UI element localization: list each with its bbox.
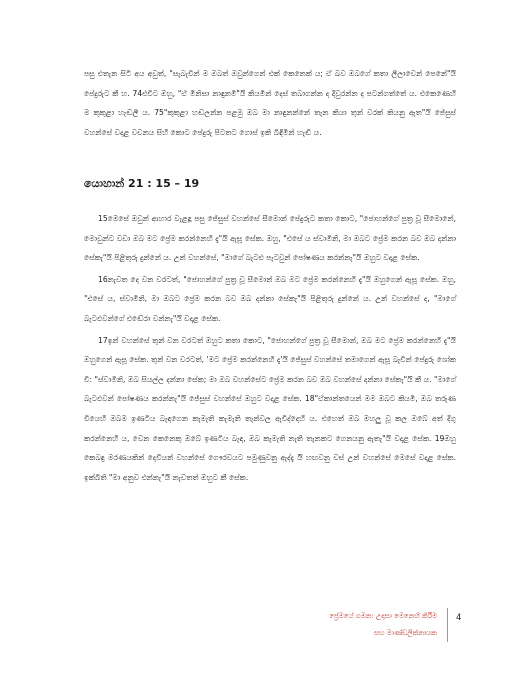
page-footer <box>329 608 448 642</box>
page-number: 4 <box>456 613 462 623</box>
paragraph-15: 15මෙසේ ඔවුන් ආහාර වැළඳූ පසු ජේසුස් වහන්සේ සීමොන් පේදුරුට කතා කොට, "ජොහන්ගේ පුත්‍ර වූ සීමොනේ, මොවුන්ට වඩා ඔබ මට ප්‍රේම කරන්නෙහි දැ"යි ඇසූ සේක. ඔහු, "එසේ ය ස්වාමිනි, මා ඔබට ප්‍රේම කරන බව ඔබ දන්නා සේකැ"යි පිළිතුරු දුන්නේ ය. උන් වහන්සේ, "මාගේ බැටළු පැටවුන් පෝෂණය කරන්නැ"යි ඔහුට වදාළ සේක. <box>84 214 456 263</box>
footer-title-line1: ප්‍රේමයේ ගමන: උදාසා මෙනෙහි කිරීම <box>329 612 437 620</box>
section-heading: යොහාන් 21 : 15 – 19 <box>84 177 200 190</box>
body-text <box>84 209 456 489</box>
intro-paragraph: පසු එතැන සිටි අය අවුත්, "සැබැවින් ම ඔබත් ඔවුන්ගෙන් එක් කෙනෙක් ය; ඒ බව ඔබගේ කතා ලීලාවෙන් පෙනේ"යි පේදුරුට කී හ. 74එවිට ඔහු, "ඒ මිනිසා නාඳුනමි"යි කියමින් දෙස් තබාගන්න ද දිවුරන්න ද පටන්ගත්තේ ය. එකෙණෙහි ම කුකුළා හැඬලී ය. 75"කුකුළා හඬලන්න පළමු ඔබ මා නාඳුනන්නේ තැන කියා තුන් වරක් කියනු ඇත"යි ජේසුස් වහන්සේ වදාළ වචනය සිහි කොට පේදුරු පිටතට ගොස් ඉකි බිඳිමින් හැඬී ය. <box>84 69 456 137</box>
paragraph-16: 16නැවත දෙ වන වරටත්, "ජොහන්ගේ පුත්‍ර වූ සීමොන් ඔබ මට ප්‍රේම කරන්නෙහි දැ"යි ඔහුගෙන් ඇසූ සේක. ඔහු, "එසේ ය, ස්වාමිනි, මා ඔබට ප්‍රේම කරන බව ඔබ දන්නා සේකැ"යි පිළිතුරු දුන්නේ ය. උන් වහන්සේ ද, "මාගේ බැටළුවන්ගේ එඬේරා වන්නැ"යි වදාළ සේක. <box>84 274 456 323</box>
footer-title-line2: සහ මාණ්ඩලික්නායක <box>374 629 437 637</box>
paragraph-17: 17ඉන් වහන්සේ තුන් වන වරටත් ඔහුට කතා කොට, "ජොහන්ගේ පුත්‍ර වූ සීමොන්, ඔබ මට ප්‍රේම කරන්නෙහි දැ"යි ඔහුගෙන් ඇසූ සේක. තුන් වන වරටත්, 'මට ප්‍රේම කරන්නෙහි දැ'යි ජේසුස් වහන්සේ තමාගෙන් ඇසූ බැවින් පේදුරු ශෝක වී: "ස්වාමිනි, ඔබ සියල්ල දන්නා සේක; මා ඔබ වහන්සේට ප්‍රේම කරන බව ඔබ වහන්සේ දන්නා සේකැ"යි කී ය. "මාගේ බැටළුවන් පෝෂණය කරන්නැ"යි ජේසුස් වහන්සේ ඔහුට වදාළ සේක. 18"ඒකාන්තයෙන් මම ඔබට කියමි, ඔබ තරුණ වියෙහි ඔබම ඉණටිය බැඳගෙන කැමැති කැමැති තැන්වල ඇවිද්දෙහි ය. එහෙත් ඔබ මහලු වූ කල ඔබේ අත් දිගු කරන්නෙහි ය, වෙන කෙනෙකු ඔබේ ඉණටිය බැඳ, ඔබ කැමැති නැති තැනකට ගෙනයනු ඇතැ"යි වදාළ සේක. 19ඔහු කෙබඳු මරණයකින් දෙවියන් වහන්සේ ගෞරවයට පමුණුවනු ඇද්දැ යි හඟවනු වස් උන් වහන්සේ මෙසේ වදාළ සේක. ඉක්බිති "මා අනුව එන්නැ"යි නැවතත් ඔහුට කී සේක. <box>84 335 456 482</box>
